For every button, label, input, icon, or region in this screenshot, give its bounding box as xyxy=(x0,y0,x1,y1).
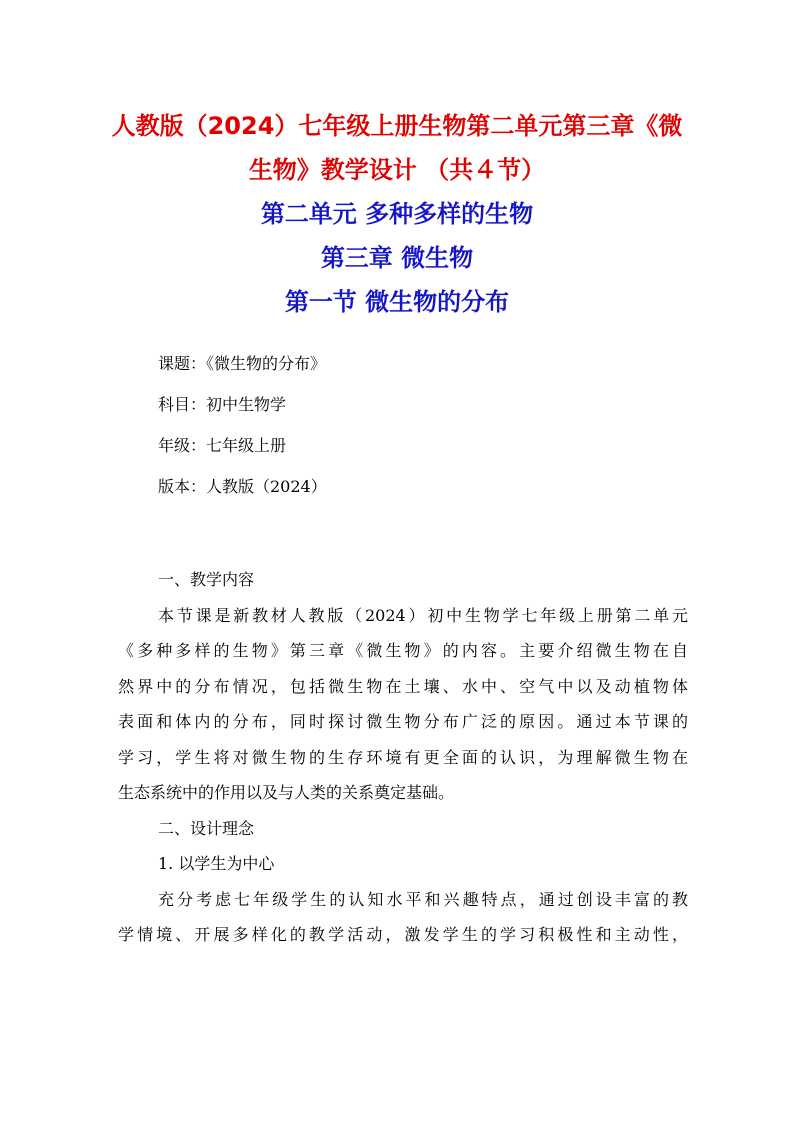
paragraph-line: 充分考虑七年级学生的认知水平和兴趣特点，通过创设丰富的教 xyxy=(158,889,688,909)
document-title-line-1: 人教版（2024）七年级上册生物第二单元第三章《微 xyxy=(111,112,683,140)
info-edition: 版本：人教版（2024） xyxy=(158,477,327,496)
chapter-heading: 第三章 微生物 xyxy=(320,244,474,272)
paragraph-line: 学情境、开展多样化的教学活动，激发学生的学习积极性和主动性， xyxy=(118,925,688,944)
design-concept-subheading: 1. 以学生为中心 xyxy=(158,854,275,873)
document-title-line-2: 生物》教学设计 （共４节） xyxy=(248,156,546,184)
section-heading: 第一节 微生物的分布 xyxy=(284,288,510,316)
paragraph-line: 表面和体内的分布，同时探讨微生物分布广泛的原因。通过本节课的 xyxy=(118,712,688,731)
unit-heading: 第二单元 多种多样的生物 xyxy=(260,200,534,228)
info-subject: 科目：初中生物学 xyxy=(158,395,287,414)
paragraph-line: 学习，学生将对微生物的生存环境有更全面的认识，为理解微生物在 xyxy=(118,747,688,767)
design-concept-heading: 二、设计理念 xyxy=(158,818,255,838)
teaching-content-heading: 一、教学内容 xyxy=(158,570,255,589)
info-topic: 课题：《微生物的分布》 xyxy=(158,354,327,373)
paragraph-line: 生态系统中的作用以及与人类的关系奠定基础。 xyxy=(118,783,455,802)
lesson-info xyxy=(158,352,327,516)
paragraph-line: 本节课是新教材人教版（2024）初中生物学七年级上册第二单元 xyxy=(158,605,688,625)
paragraph-line: 《多种多样的生物》第三章《微生物》的内容。主要介绍微生物在自 xyxy=(118,641,688,660)
info-grade: 年级：七年级上册 xyxy=(158,436,287,455)
body-text xyxy=(118,562,688,953)
paragraph-line: 然界中的分布情况，包括微生物在土壤、水中、空气中以及动植物体 xyxy=(118,676,688,696)
teaching-content-paragraph xyxy=(118,598,688,811)
design-concept-paragraph xyxy=(118,882,688,953)
title-block xyxy=(90,104,704,324)
